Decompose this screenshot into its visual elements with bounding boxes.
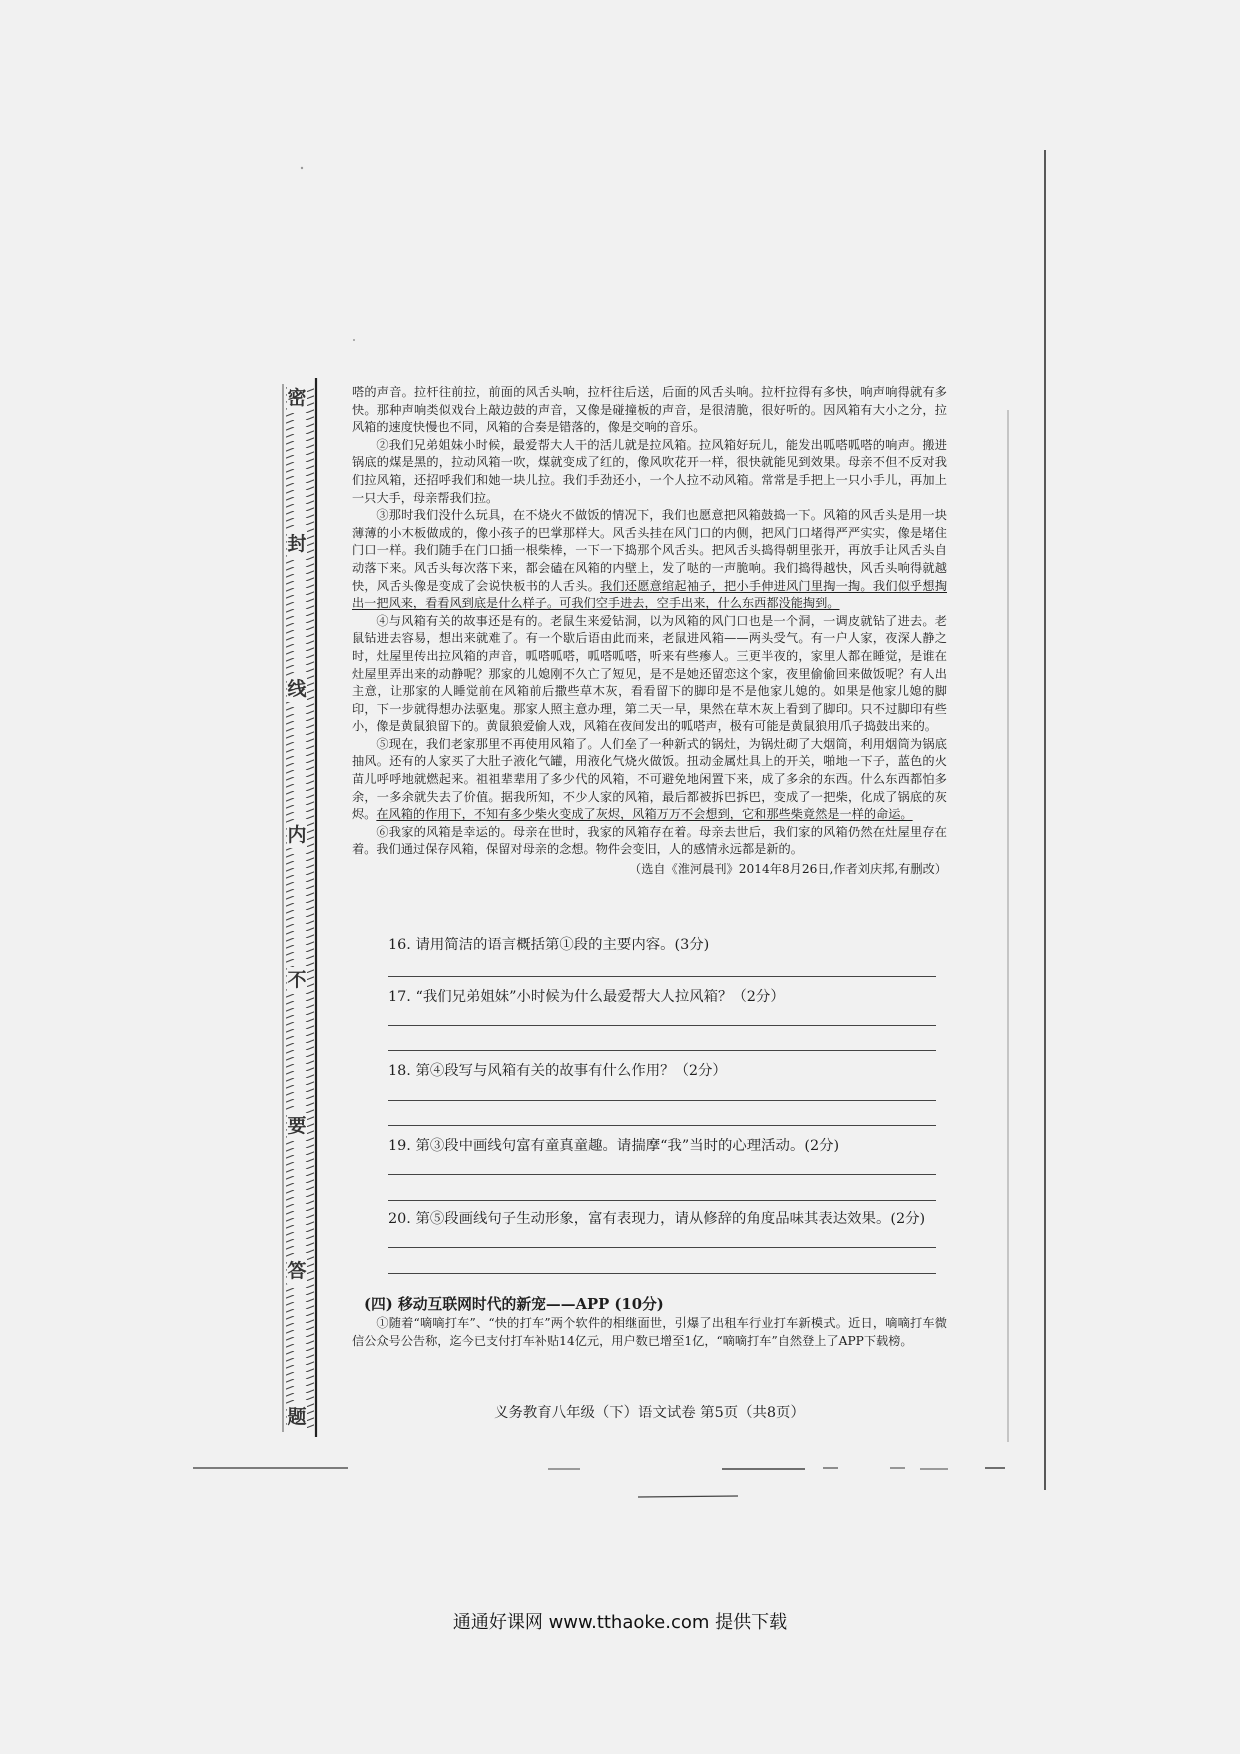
paragraph-1-tail: 嗒的声音。拉杆往前拉，前面的风舌头响，拉杆往后送，后面的风舌头响。拉杆拉得有多快，响声响得就有多快。那种声响类似戏台上敲边鼓的声音，又像是碰撞板的声音，是很清脆，很好听的。因风箱有大小之分，拉风箱的速度快慢也不同，风箱的合奏是错落的，像是交响的音乐。 — [352, 385, 947, 435]
answer-line-17a[interactable] — [388, 1025, 936, 1026]
binding-strip — [282, 385, 312, 1430]
answer-line-19b[interactable] — [388, 1200, 936, 1201]
speck — [353, 339, 355, 341]
answer-line-18a[interactable] — [388, 1100, 936, 1101]
page-footer: 义务教育八年级（下）语文试卷 第5页（共8页） — [494, 1405, 805, 1421]
seal-char: 答 — [287, 1260, 307, 1283]
seal-char: 要 — [287, 1114, 307, 1137]
seal-char: 题 — [287, 1405, 307, 1428]
paragraph-4: ④与风箱有关的故事还是有的。老鼠生来爱钻洞，以为风箱的风门口也是一个洞，一调皮就钻了进去。老鼠钻进去容易，想出来就难了。有一个歇后语由此而来，老鼠进风箱——两头受气。有一户人家，夜深人静之时，灶屋里传出拉风箱的声音，呱嗒呱嗒，呱嗒呱嗒，听来有些瘆人。三更半夜的，家里人都在睡觉，是谁在灶屋里弄出来的动静呢？那家的儿媳刚不久亡了短见，是不是她还留恋这个家，夜里偷偷回来做饭呢？有人出主意，让那家的人睡觉前在风箱前后撒些草木灰，看看留下的脚印是不是他家儿媳的。如果是他家儿媳的脚印，下一步就得想办法驱鬼。那家人照主意办理，第二天一早，果然在草木灰上看到了脚印。只不过脚印有些小，像是黄鼠狼留下的。黄鼠狼爱偷人戏，风箱在夜间发出的呱嗒声，极有可能是黄鼠狼用爪子捣鼓出来的。 — [352, 613, 947, 734]
paragraph-2: ②我们兄弟姐妹小时候，最爱帮大人干的活儿就是拉风箱。拉风箱好玩儿，能发出呱嗒呱嗒的响声。搬进锅底的煤是黑的，拉动风箱一吹，煤就变成了红的，像风吹花开一样，很快就能见到效果。母亲不但不反对我们拉风箱，还招呼我们和她一块儿拉。我们手劲还小，一个人拉不动风箱。常常是手把上一只小手儿，再加上一只大手，母亲帮我们拉。 — [352, 437, 947, 505]
bottom-edge-8 — [638, 1496, 738, 1497]
answer-line-18b[interactable] — [388, 1125, 936, 1126]
seal-char: 不 — [287, 969, 307, 992]
answer-line-17b[interactable] — [388, 1050, 936, 1051]
answer-line-20b[interactable] — [388, 1273, 936, 1274]
paragraph-5 — [352, 736, 947, 824]
question-17: 17. “我们兄弟姐妹”小时候为什么最爱帮大人拉风箱？（2分） — [388, 989, 785, 1005]
question-19: 19. 第③段中画线句富有童真童趣。请揣摩“我”当时的心理活动。(2分) — [388, 1138, 840, 1154]
paragraph-3-text: ③那时我们没什么玩具，在不烧火不做饭的情况下，我们也愿意把风箱鼓捣一下。风箱的风舌头是用一块薄薄的小木板做成的，像小孩子的巴掌那样大。风舌头挂在风门口的内侧，把风门口堵得严严实实，像是堵住门口一样。我们随手在门口插一根柴棒，一下一下捣那个风舌头。把风舌头捣得朝里张开，再放手让风舌头自动落下来。风舌头每次落下来，都会磕在风箱的内壁上，发了哒的一声脆响。我们捣得越快，风舌头响得就越快，风舌头像是变成了会说快板书的人舌头。 — [352, 508, 947, 593]
section-4 — [352, 1294, 947, 1350]
paragraph-5-underlined: 在风箱的作用下，不知有多少柴火变成了灰烬，风箱万万不会想到，它和那些柴竟然是一样的命运。 — [376, 807, 913, 822]
question-18: 18. 第④段写与风箱有关的故事有什么作用？（2分） — [388, 1063, 727, 1079]
paragraph-6: ⑥我家的风箱是幸运的。母亲在世时，我家的风箱存在着。母亲去世后，我们家的风箱仍然在灶屋里存在着。我们通过保存风箱，保留对母亲的念想。物件会变旧，人的感情永远都是新的。 — [352, 824, 947, 857]
seal-char: 内 — [287, 823, 307, 846]
question-16: 16. 请用简洁的语言概括第①段的主要内容。(3分) — [388, 937, 710, 953]
reading-passage — [352, 384, 947, 879]
watermark-text: 通通好课网 www.tthaoke.com 提供下载 — [452, 1612, 788, 1633]
answer-line-16[interactable] — [388, 976, 936, 977]
section-4-paragraph-1: ①随着“嘀嘀打车”、“快的打车”两个软件的相继面世，引爆了出租车行业打车新模式。近日，嘀嘀打车微信公众号公告称，迄今已支付打车补贴14亿元，用户数已增至1亿，“嘀嘀打车”自然登上了APP下载榜。 — [352, 1316, 947, 1348]
seal-char: 封 — [287, 532, 307, 555]
paragraph-5-text: ⑤现在，我们老家那里不再使用风箱了。人们垒了一种新式的锅灶，为锅灶砌了大烟筒，利用烟筒为锅底抽风。还有的人家买了大肚子液化气罐，用液化气烧火做饭。扭动金属灶具上的开关，啪地一下子，蓝色的火苗儿呼呼地就燃起来。祖祖辈辈用了多少代的风箱，不可避免地闲置下来，成了多余的东西。什么东西都怕多余，一多余就失去了价值。据我所知，不少人家的风箱，最后都被拆巴拆巴，变成了一把柴，化成了锅底的灰烬。 — [352, 736, 947, 822]
passage-source: （选自《淮河晨刊》2014年8月26日,作者刘庆邦,有删改） — [629, 862, 947, 877]
seal-char: 线 — [287, 678, 307, 701]
section-4-title: (四) 移动互联网时代的新宠——APP (10分) — [364, 1296, 664, 1313]
answer-line-19a[interactable] — [388, 1174, 936, 1175]
seal-char: 密 — [287, 387, 307, 409]
paragraph-3-underlined: 我们还愿意绾起袖子，把小手伸进风门里掏一掏。我们似乎想掏出一把风来，看看风到底是什么样子。可我们空手进去，空手出来，什么东西都没能掏到。 — [352, 578, 948, 611]
paragraph-3 — [352, 507, 947, 613]
speck — [301, 167, 303, 169]
answer-line-20a[interactable] — [388, 1247, 936, 1248]
question-20: 20. 第⑤段画线句子生动形象，富有表现力，请从修辞的角度品味其表达效果。(2分) — [388, 1211, 926, 1227]
